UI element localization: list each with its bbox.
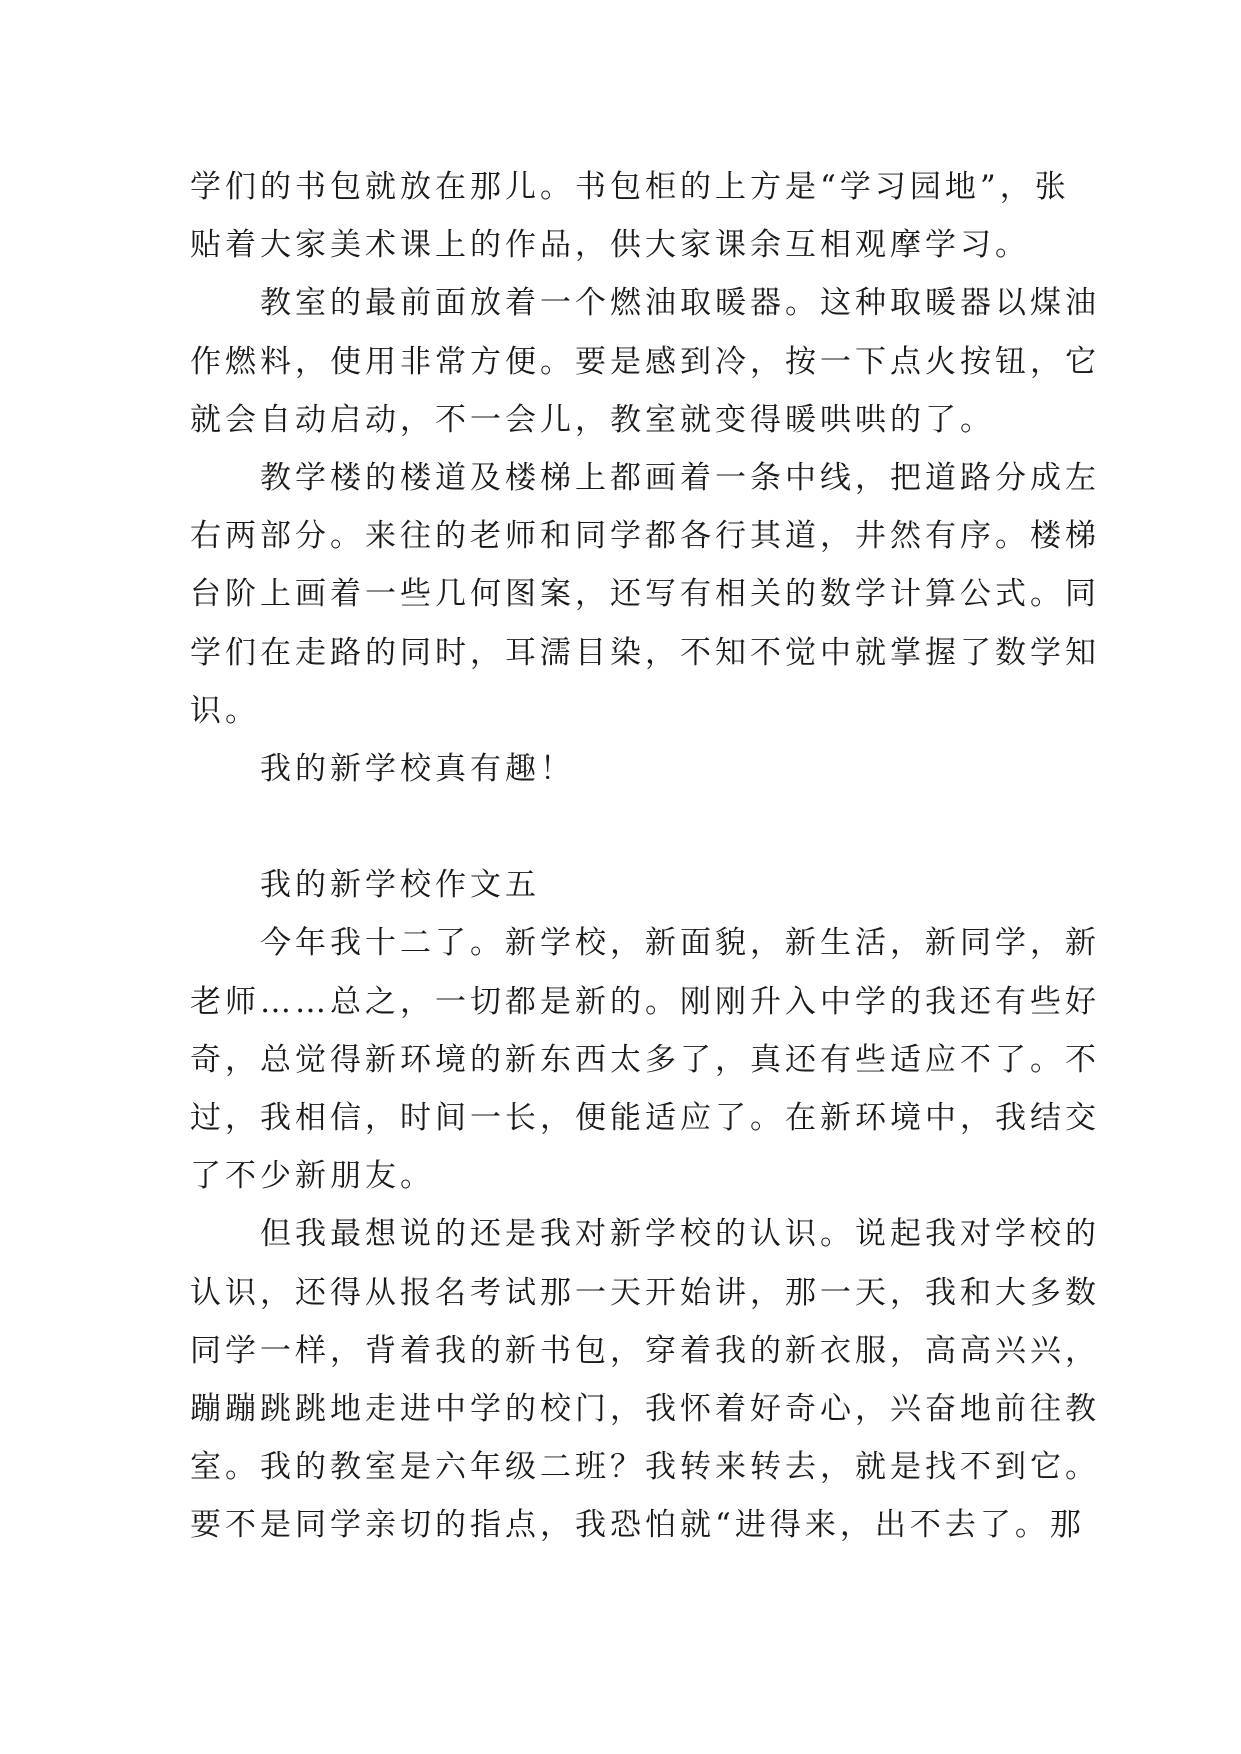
text-line: 过，我相信，时间一长，便能适应了。在新环境中，我结交 <box>190 1100 1100 1136</box>
text-line: 作燃料，使用非常方便。要是感到冷，按一下点火按钮，它 <box>190 343 1100 380</box>
blank-line <box>190 798 1050 856</box>
text-line: 蹦蹦跳跳地走进中学的校门，我怀着好奇心，兴奋地前往教 <box>190 1390 1100 1427</box>
text-line: 要不是同学亲切的指点，我恐怕就“进得来，出不去了。那 <box>190 1507 1085 1544</box>
text-line: 识。 <box>190 692 260 729</box>
paragraph-start: 但我最想说的还是我对新学校的认识。说起我对学校的 <box>260 1216 1100 1253</box>
text-line: 了不少新朋友。 <box>190 1158 435 1195</box>
document-page <box>190 158 1100 1555</box>
text-line: 就会自动启动，不一会儿，教室就变得暖哄哄的了。 <box>190 401 995 438</box>
text-line: 台阶上画着一些几何图案，还写有相关的数学计算公式。同 <box>190 576 1100 613</box>
text-line: 室。我的教室是六年级二班？我转来转去，就是找不到它。 <box>190 1449 1100 1486</box>
paragraph-start: 教学楼的楼道及楼梯上都画着一条中线，把道路分成左 <box>260 459 1100 496</box>
paragraph-start: 教室的最前面放着一个燃油取暖器。这种取暖器以煤油 <box>260 285 1100 322</box>
text-line: 老师……总之，一切都是新的。刚刚升入中学的我还有些好 <box>190 983 1100 1020</box>
closing-sentence: 我的新学校真有趣！ <box>260 750 575 787</box>
text-line: 奇，总觉得新环境的新东西太多了，真还有些适应不了。不 <box>190 1041 1100 1078</box>
text-line: 同学一样，背着我的新书包，穿着我的新衣服，高高兴兴， <box>190 1332 1100 1369</box>
text-line: 学们的书包就放在那儿。书包柜的上方是“学习园地”，张 <box>190 169 1070 205</box>
text-line: 贴着大家美术课上的作品，供大家课余互相观摩学习。 <box>190 227 1030 264</box>
paragraph-start: 今年我十二了。新学校，新面貌，新生活，新同学，新 <box>260 925 1100 962</box>
text-line: 认识，还得从报名考试那一天开始讲，那一天，我和大多数 <box>190 1274 1100 1311</box>
text-line: 右两部分。来往的老师和同学都各行其道，井然有序。楼梯 <box>190 518 1100 555</box>
section-title: 我的新学校作文五 <box>260 867 540 904</box>
text-line: 学们在走路的同时，耳濡目染，不知不觉中就掌握了数学知 <box>190 634 1100 671</box>
